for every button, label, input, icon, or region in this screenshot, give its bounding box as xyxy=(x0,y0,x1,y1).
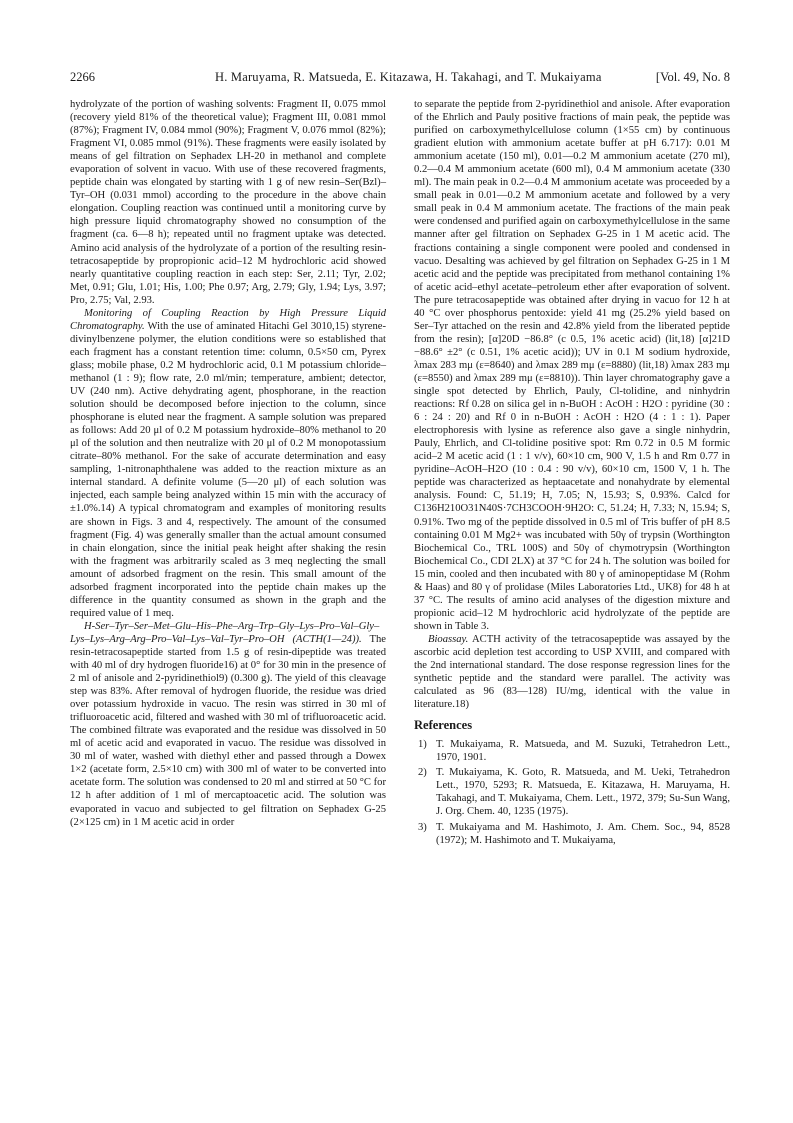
reference-text: T. Mukaiyama, R. Matsueda, and M. Suzuki, Tetrahedron Lett., 1970, 1901. xyxy=(436,739,730,764)
left-column xyxy=(70,98,386,829)
reference-item xyxy=(414,821,730,847)
reference-item xyxy=(414,766,730,818)
reference-text: T. Mukaiyama, K. Goto, R. Matsueda, and M. Ueki, Tetrahedron Lett., 1970, 5293; R. Matsueda, E. Kitazawa, H. Maruyama, H. Takahagi, and T. Mukaiyama, Chem. Lett., 1972, 379; Su-Sun Wang, J. Org. Chem. 40, 1235 (1975). xyxy=(436,767,730,818)
paragraph-bioassay-body: ACTH activity of the tetracosapeptide was assayed by the ascorbic acid depletion test according to USP XVIII, and compared with the 2nd international standard. The dose response regression lines for the synthetic peptide and the standard were parallel. The activity was calculated as 96 (83—128) IU/mg, identical with the value in literature.18) xyxy=(414,633,730,711)
reference-number: 1) xyxy=(418,739,427,751)
section-heading-acth: H-Ser–Tyr–Ser–Met–Glu–His–Phe–Arg–Trp–Gly–Lys–Pro–Val–Gly–Lys–Lys–Arg–Arg–Pro–Val–Lys–Val–Tyr–Pro–OH (ACTH(1—24)). xyxy=(70,620,380,645)
running-header xyxy=(70,70,730,90)
reference-item xyxy=(414,738,730,764)
section-heading-monitoring: Monitoring of Coupling Reaction by High Pressure Liquid Chromatography. xyxy=(70,307,386,332)
right-column xyxy=(414,98,730,849)
paragraph-acth xyxy=(70,620,386,829)
header-authors: H. Maruyama, R. Matsueda, E. Kitazawa, H. Takahagi, and T. Mukaiyama xyxy=(215,70,602,84)
reference-number: 3) xyxy=(418,821,427,833)
section-heading-bioassay: Bioassay. xyxy=(428,633,469,645)
reference-text: T. Mukaiyama and M. Hashimoto, J. Am. Chem. Soc., 94, 8528 (1972); M. Hashimoto and T. Mukaiyama, xyxy=(436,821,730,846)
paragraph-monitoring xyxy=(70,307,386,620)
page-number: 2266 xyxy=(70,70,95,84)
reference-number: 2) xyxy=(418,767,427,779)
paragraph-fragment-recovery: hydrolyzate of the portion of washing solvents: Fragment II, 0.075 mmol (recovery yield 81% of the theoretical value); Fragment III, 0.081 mmol (87%); Fragment IV, 0.084 mmol (90%); Fragment V, 0.076 mmol (82%); Fragment VI, 0.085 mmol (91%). These fragments were easily isolated by means of gel filtration on Sephadex LH-20 in methanol and complete evaporation of solvent in vacuo. With use of these recovered fragments, peptide chain was elongated by starting with 1 g of new resin–Ser(Bzl)–Tyr–OH (0.031 mmol) according to the procedure in the above chain elongation. Coupling reaction was continued until a monitoring curve by high pressure liquid chromatography showed no consumption of the fragment (ca. 6—8 h); repeated until no fragment uptake was detected. Amino acid analysis of the hydrolyzate of a portion of the resulting resin-tetracosapeptide by propropionic acid–12 M hydrochloric acid showed nearly quantitative coupling reaction in each step: Ser, 2.11; Tyr, 2.02; Met, 0.91; Glu, 1.01; His, 1.00; Phe 0.97; Arg, 2.79; Gly, 1.94; Lys, 3.97; Pro, 2.75; Val, 2.93. xyxy=(70,99,386,306)
paragraph-bioassay xyxy=(414,633,730,711)
references-heading: References xyxy=(414,718,473,733)
paragraph-monitoring-body: With the use of aminated Hitachi Gel 3010,15) styrene-divinylbenzene polymer, the elution conditions were so established that each fragment has a constant retention time: column, 0.5×50 cm, Pyrex glass; mobile phase, 0.2 M hydrochloric acid, 0.1 M potassium chloride–methanol (1 : 9); flow rate, 2.0 ml/min; temperature, ambient; detector, UV (240 nm). Active dehydrating agent, phosphorane, in the reaction solution should be decomposed before injection to the column, since phosphorane is eluted near the fragment. A sample solution was prepared as follows: Add 20 μl of 0.2 M potassium hydroxide–80% methanol to 20 μl of the solution and then neutralize with 20 μl of 0.2 M monopotassium citrate–80% methanol. For the sake of accurate determination and easy sampling, 1-nitronaphthalene was added to the reaction mixture as an internal standard. A definite volume (5—20 μl) of each solution was injected, each sample being analyzed within 15 min with the accuracy of ±1.0%.14) A typical chromatogram and examples of monitoring results are shown in Figs. 3 and 4, respectively. The amount of the consumed fragment (Fig. 4) was generally smaller than the actual amount consumed in chain elongation, since the initial peak height after shaking the resin with the fragment was arbitrarily scaled as 3 meq neglecting the small amount of adsorbed fragment on the resin. This small amount of the adsorbed fragment incorporated into the peptide chain makes up the difference in the quantity consumed as shown in the graph and the required value of 1 meq. xyxy=(70,320,386,619)
paragraph-acth-body: The resin-tetracosapeptide started from 1.5 g of resin-dipeptide was treated with 40 ml of dry hydrogen fluoride16) at 0° for 30 min in the presence of 2 ml of anisole and 2-pyridinethiol9) (0.300 g). The yield of this cleavage step was 83%. After removal of hydrogen fluoride, the residue was dried over potassium hydroxide in vacuo. The resin was stirred in 30 ml of trifluoroacetic acid, filtered and washed with 30 ml of trifluoroacetic acid. The combined filtrate was evaporated and the residue was dissolved in 50 ml of acetic acid and evaporated in vacuo. The residue was dissolved in 30 ml of water, washed with diethyl ether and passed through a Dowex 1×2 (acetate form, 2.5×10 cm) with 300 ml of water to be converted into acetate form. The solution was condensed to 20 ml and stirred at 50 °C for 12 h after addition of 1 ml of mercaptoacetic acid. The solution was evaporated in vacuo and subjected to gel filtration on Sephadex G-25 (2×125 cm) in 1 M acetic acid in order xyxy=(70,633,386,828)
header-journal: [Vol. 49, No. 8 xyxy=(655,70,730,84)
paragraph-purification: to separate the peptide from 2-pyridinethiol and anisole. After evaporation of the Ehrlich and Pauly positive fractions of main peak, the peptide was purified on carboxymethylcellulose column (1×55 cm) by continuous gradient elution with ammonium acetate buffer at pH 6.717): 0.01 M ammonium acetate (150 ml), 0.01—0.2 M ammonium acetate (270 ml), 0.2—0.4 M ammonium acetate (600 ml), 0.4 M ammonium acetate (330 ml). The main peak in 0.2—0.4 M ammonium acetate was proceeded by a small peak in 0.01—0.2 M ammonium acetate and followed by a very small peak in 0.4 M ammonium acetate. The fractions of the main peak were condensed and purified again on carboxymethylcellulose in the same manner after gel filtration on Sephadex G-25 in 1 M acetic acid. The fractions containing a single component were pooled and condensed in vacuo. Desalting was achieved by gel filtration on Sephadex G-25 in 1 M acetic acid and the peptide was precipitated from methanol containing 1% of acetic acid–ethyl acetate–petroleum ether after evaporation of solvent. The pure tetracosapeptide was obtained after drying in vacuo for 12 h at 40 °C over phosphorus pentoxide: yield 41 mg (25.2% yield based on Ser–Tyr attached on the resin and 42.8% yield from the liberated peptide from the resin); [α]20D −86.8° (c 0.5, 1% acetic acid) (lit,18) [α]21D −88.6° ±2° (c 0.51, 1% acetic acid)); UV in 0.1 M sodium hydroxide, λmax 283 mμ (ε=8640) and λmax 289 mμ (ε=8880) (lit,18) λmax 283 mμ (ε=8550) and λmax 289 mμ (ε=8810)). Thin layer chromatography gave a single spot detected by Ehrlich, Pauly, Cl-tolidine, and ninhydrin reactions: Rf 0.28 on silica gel in n-BuOH : AcOH : H2O : pyridine (30 : 6 : 24 : 20) and Rf 0 in n-BuOH : AcOH : H2O (4 : 1 : 1). Paper electrophoresis with lysine as reference also gave a single ninhydrin, Pauly, Ehrlich, and Cl-tolidine positive spot: Rm 0.72 in 0.5 M formic acid–2 M acetic acid (1 : 1 v/v), 60×10 cm, 900 V, 1.5 h and Rm 0.77 in pyridine–AcOH–H2O (10 : 0.4 : 90 v/v), 60×10 cm, 1500 V, 1 h. The peptide was characterized as heptaacetate and nonahydrate by elemental analysis. Found: C, 51.19; H, 7.05; N, 15.93; S, 0.93%. Calcd for C136H210O31N40S·7CH3COOH·9H2O: C, 51.24; H, 7.33; N, 15.94; S, 0.91%. Two mg of the peptide dissolved in 0.5 ml of Tris buffer of pH 8.5 containing 0.01 M Mg2+ was incubated with 50γ of trypsin (Worthington Biochemical Co., TRL 100S) and 50γ of chymotrypsin (Worthington Biochemical Co., CDI 2LX) at 37 °C for 24 h. The solution was boiled for 15 min, cooled and then incubated with 80 γ of aminopeptidase M (Rohm & Haas) and 80 γ of prolidase (Miles Laboratories Ltd., UK8) for 48 h at 37 °C. The results of amino acid analyses of the digestion mixture and propionic acid–12 M hydrochloric acid hydrolyzate of the peptide are shown in Table 3. xyxy=(414,99,730,632)
